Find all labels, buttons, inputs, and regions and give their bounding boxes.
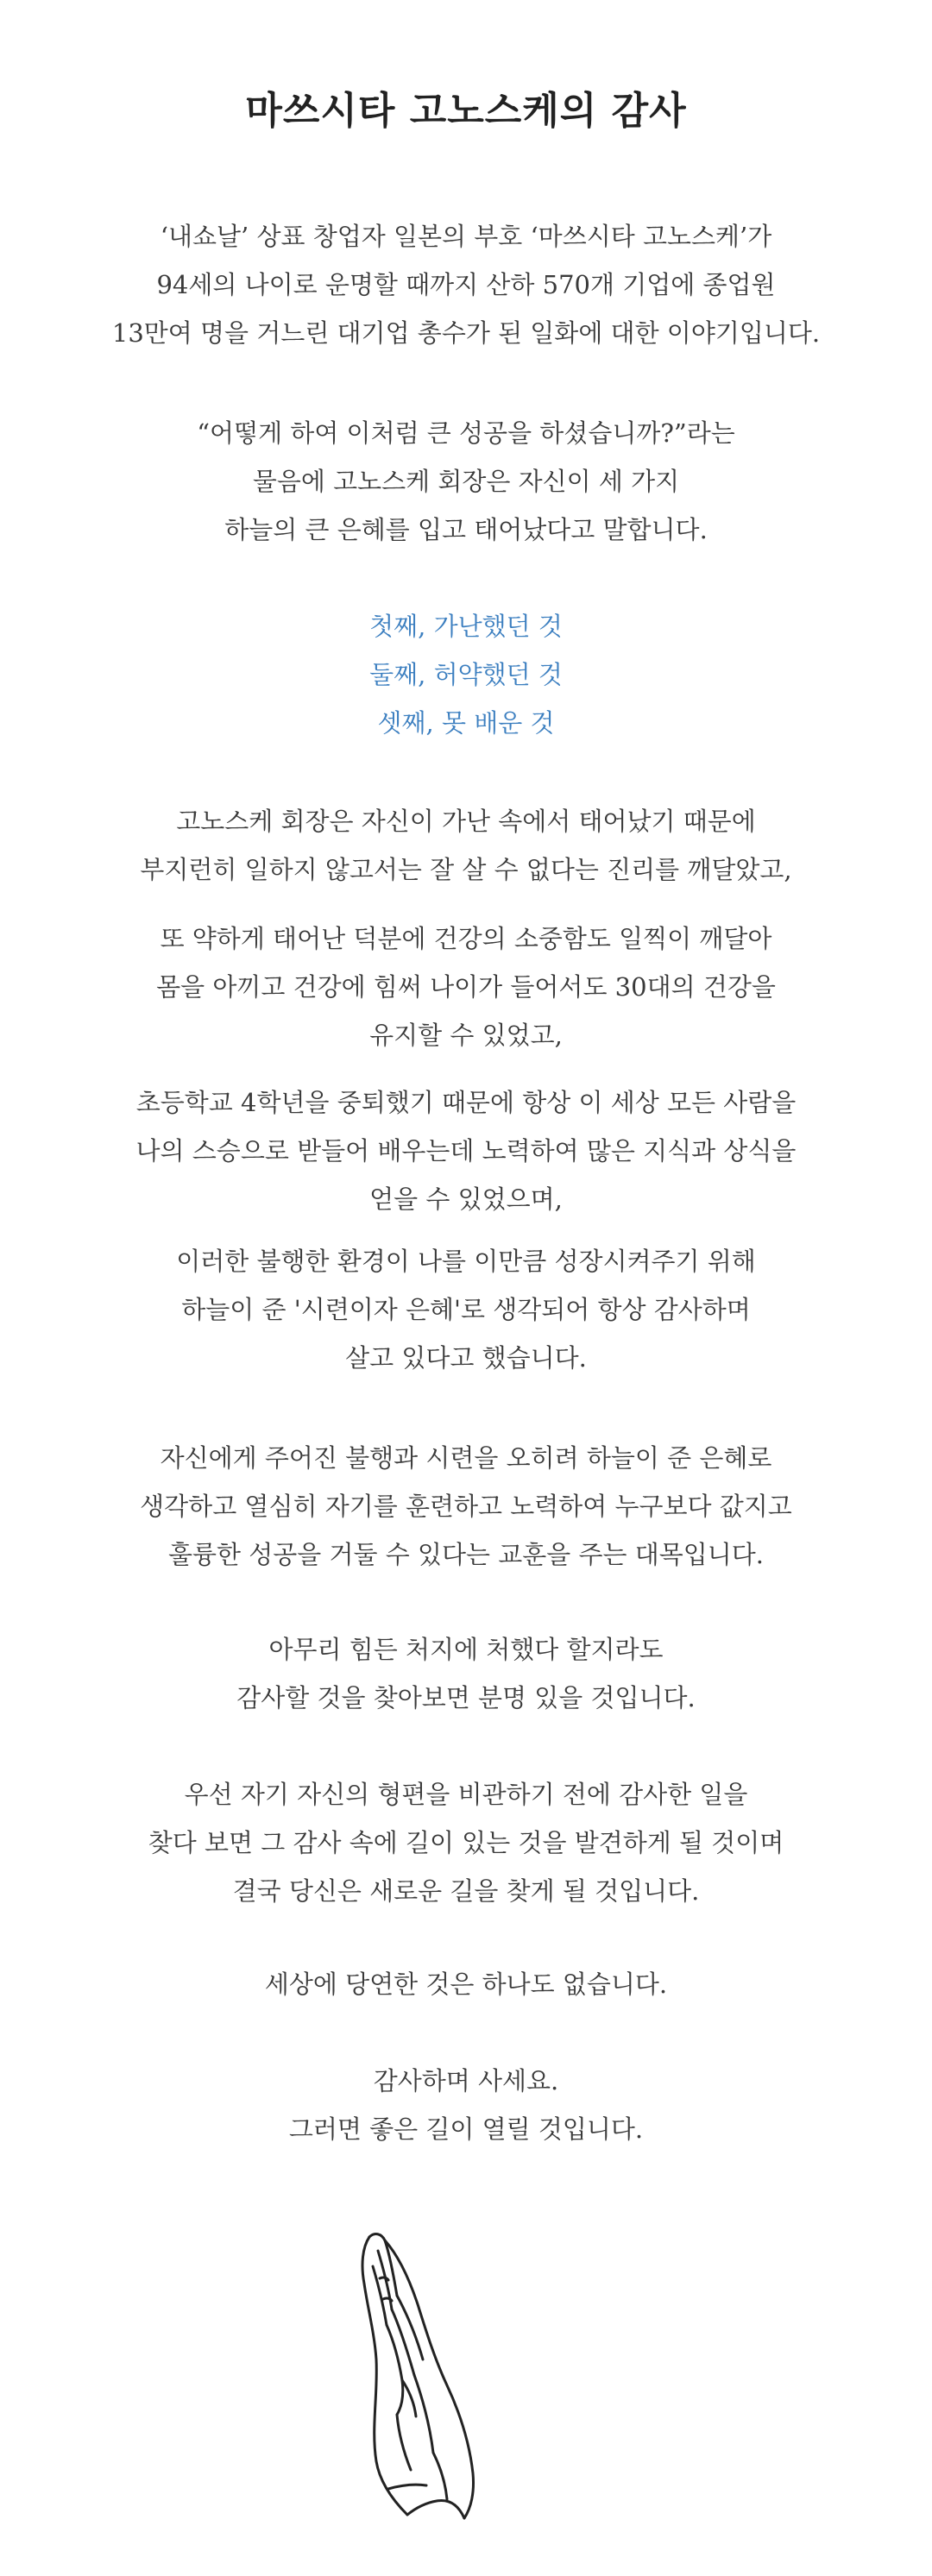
paragraph-intro [52,212,880,357]
paragraph-education [52,1078,880,1223]
paragraph-lesson [52,1434,880,1579]
page-title: 마쓰시타 고노스케의 감사 [245,89,687,133]
paragraph-line: 또 약하게 태어난 덕분에 건강의 소중함도 일찍이 깨달아 [160,924,772,953]
paragraph-line: 나의 스승으로 받들어 배우는데 노력하여 많은 지식과 상식을 [135,1136,797,1165]
paragraph-line: 13만여 명을 거느린 대기업 총수가 된 일화에 대한 이야기입니다. [111,318,821,348]
three-blessings-list [52,602,880,747]
paragraph-line: 얻을 수 있었으며, [369,1184,563,1214]
praying-hands-icon [354,2230,483,2523]
paragraph-line: 우선 자기 자신의 형편을 비관하기 전에 감사한 일을 [184,1780,748,1809]
paragraph-line: 하늘이 준 '시련이자 은혜'로 생각되어 항상 감사하며 [181,1295,751,1324]
paragraph-line: 물음에 고노스케 회장은 자신이 세 가지 [252,467,680,496]
paragraph-line: 자신에게 주어진 불행과 시련을 오히려 하늘이 준 은혜로 [160,1443,772,1473]
paragraph-line: 94세의 나이로 운명할 때까지 산하 570개 기업에 종업원 [156,270,776,299]
paragraph-line: 찾다 보면 그 감사 속에 길이 있는 것을 발견하게 될 것이며 [148,1828,784,1857]
paragraph-hardship [52,1625,880,1722]
paragraph-line: 이러한 불행한 환경이 나를 이만큼 성장시켜주기 위해 [176,1247,756,1276]
paragraph-gratitude [52,1237,880,1382]
paragraph-line: 하늘의 큰 은혜를 입고 태어났다고 말합니다. [224,515,708,544]
paragraph-line: 감사하며 사세요. [373,2066,559,2095]
paragraph-question [52,409,880,554]
paragraph-line: 결국 당신은 새로운 길을 찾게 될 것입니다. [232,1876,700,1906]
paragraph-line: 부지런히 일하지 않고서는 잘 살 수 없다는 진리를 깨달았고, [140,855,792,884]
paragraph-poverty [52,797,880,894]
paragraph-closing [52,2057,880,2153]
paragraph-line: 살고 있다고 했습니다. [345,1343,587,1373]
paragraph-line: 유지할 수 있었고, [369,1021,563,1050]
paragraph-line: 세상에 당연한 것은 하나도 없습니다. [264,1970,668,1999]
paragraph-health [52,914,880,1059]
paragraph-line: ‘내쇼날’ 상표 창업자 일본의 부호 ‘마쓰시타 고노스케’가 [160,222,772,251]
paragraph-line: 감사할 것을 찾아보면 분명 있을 것입니다. [236,1683,696,1712]
paragraph-line: 초등학교 4학년을 중퇴했기 때문에 항상 이 세상 모든 사람을 [135,1088,797,1117]
paragraph-line: 생각하고 열심히 자기를 훈련하고 노력하여 누구보다 값지고 [140,1492,792,1521]
paragraph-line: “어떻게 하여 이처럼 큰 성공을 하셨습니까?”라는 [197,418,735,448]
blessing-item: 둘째, 허약했던 것 [369,660,563,689]
paragraph-line: 훌륭한 성공을 거둘 수 있다는 교훈을 주는 대목입니다. [167,1540,765,1569]
paragraph-line: 고노스케 회장은 자신이 가난 속에서 태어났기 때문에 [176,807,756,836]
paragraph-line: 그러면 좋은 길이 열릴 것입니다. [288,2114,644,2144]
paragraph-new-path [52,1770,880,1915]
paragraph-line: 몸을 아끼고 건강에 힘써 나이가 들어서도 30대의 건강을 [156,972,776,1002]
blessing-item: 셋째, 못 배운 것 [377,708,555,738]
paragraph-nothing-natural [52,1960,880,2008]
blessing-item: 첫째, 가난했던 것 [369,612,563,641]
paragraph-line: 아무리 힘든 처지에 처했다 할지라도 [268,1635,664,1664]
